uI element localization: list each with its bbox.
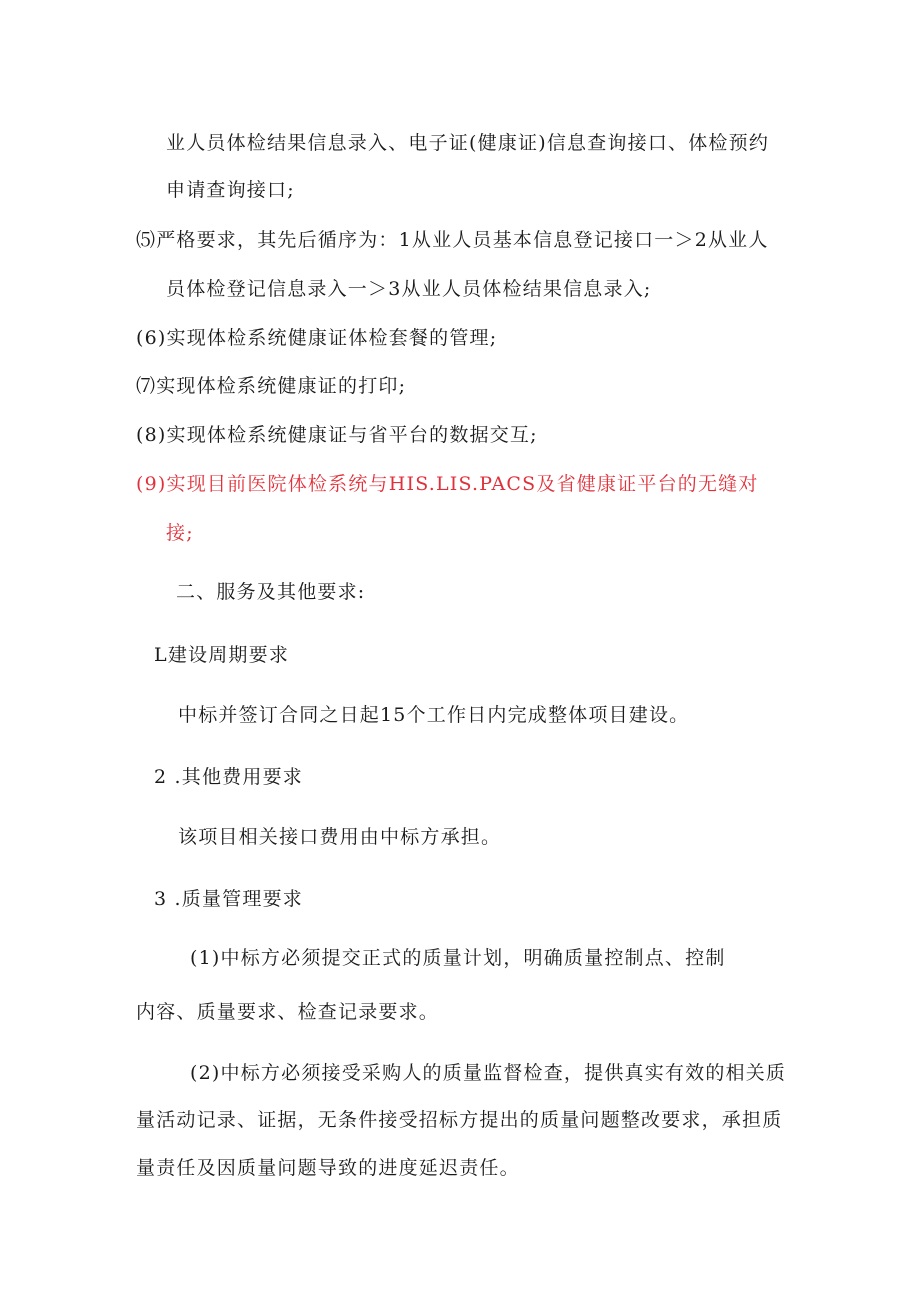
subsection3-heading: 3 .质量管理要求 [154,888,303,910]
subsection2-body: 该项目相关接口费用由中标方承担。 [178,826,502,848]
item4-continuation-line1: 业人员体检结果信息录入、电子证(健康证)信息查询接口、体检预约 [166,132,770,154]
subsection1-body: 中标并签订合同之日起15个工作日内完成整体项目建设。 [178,704,690,726]
item5-line2: 员体检登记信息录入一＞3从业人员体检结果信息录入; [166,278,652,300]
section2-heading: 二、服务及其他要求: [176,581,366,603]
item5-line1: ⑸严格要求，其先后循序为：1从业人员基本信息登记接口一＞2从业人 [136,229,769,251]
quality-para2-line2: 量活动记录、证据，无条件接受招标方提出的质量问题整改要求，承担质 [136,1109,783,1131]
quality-para1-line1: (1)中标方必须提交正式的质量计划，明确质量控制点、控制 [190,947,726,969]
item8: (8)实现体检系统健康证与省平台的数据交互; [136,424,538,446]
quality-para1-line2: 内容、质量要求、检查记录要求。 [136,1001,440,1023]
subsection2-heading: 2 .其他费用要求 [154,766,303,788]
item4-continuation-line2: 申请查询接口; [166,179,295,201]
quality-para2-line3: 量责任及因质量问题导致的进度延迟责任。 [136,1157,520,1179]
item6: (6)实现体检系统健康证体检套餐的管理; [136,327,498,349]
quality-para2-line1: (2)中标方必须接受采购人的质量监督检查，提供真实有效的相关质 [190,1062,787,1084]
subsection1-heading: L建设周期要求 [154,644,290,666]
item9-line2: 接; [166,522,194,544]
item7: ⑺实现体检系统健康证的打印; [136,375,407,397]
item9-line1: (9)实现目前医院体检系统与HIS.LIS.PACS及省健康证平台的无缝对 [136,473,759,495]
